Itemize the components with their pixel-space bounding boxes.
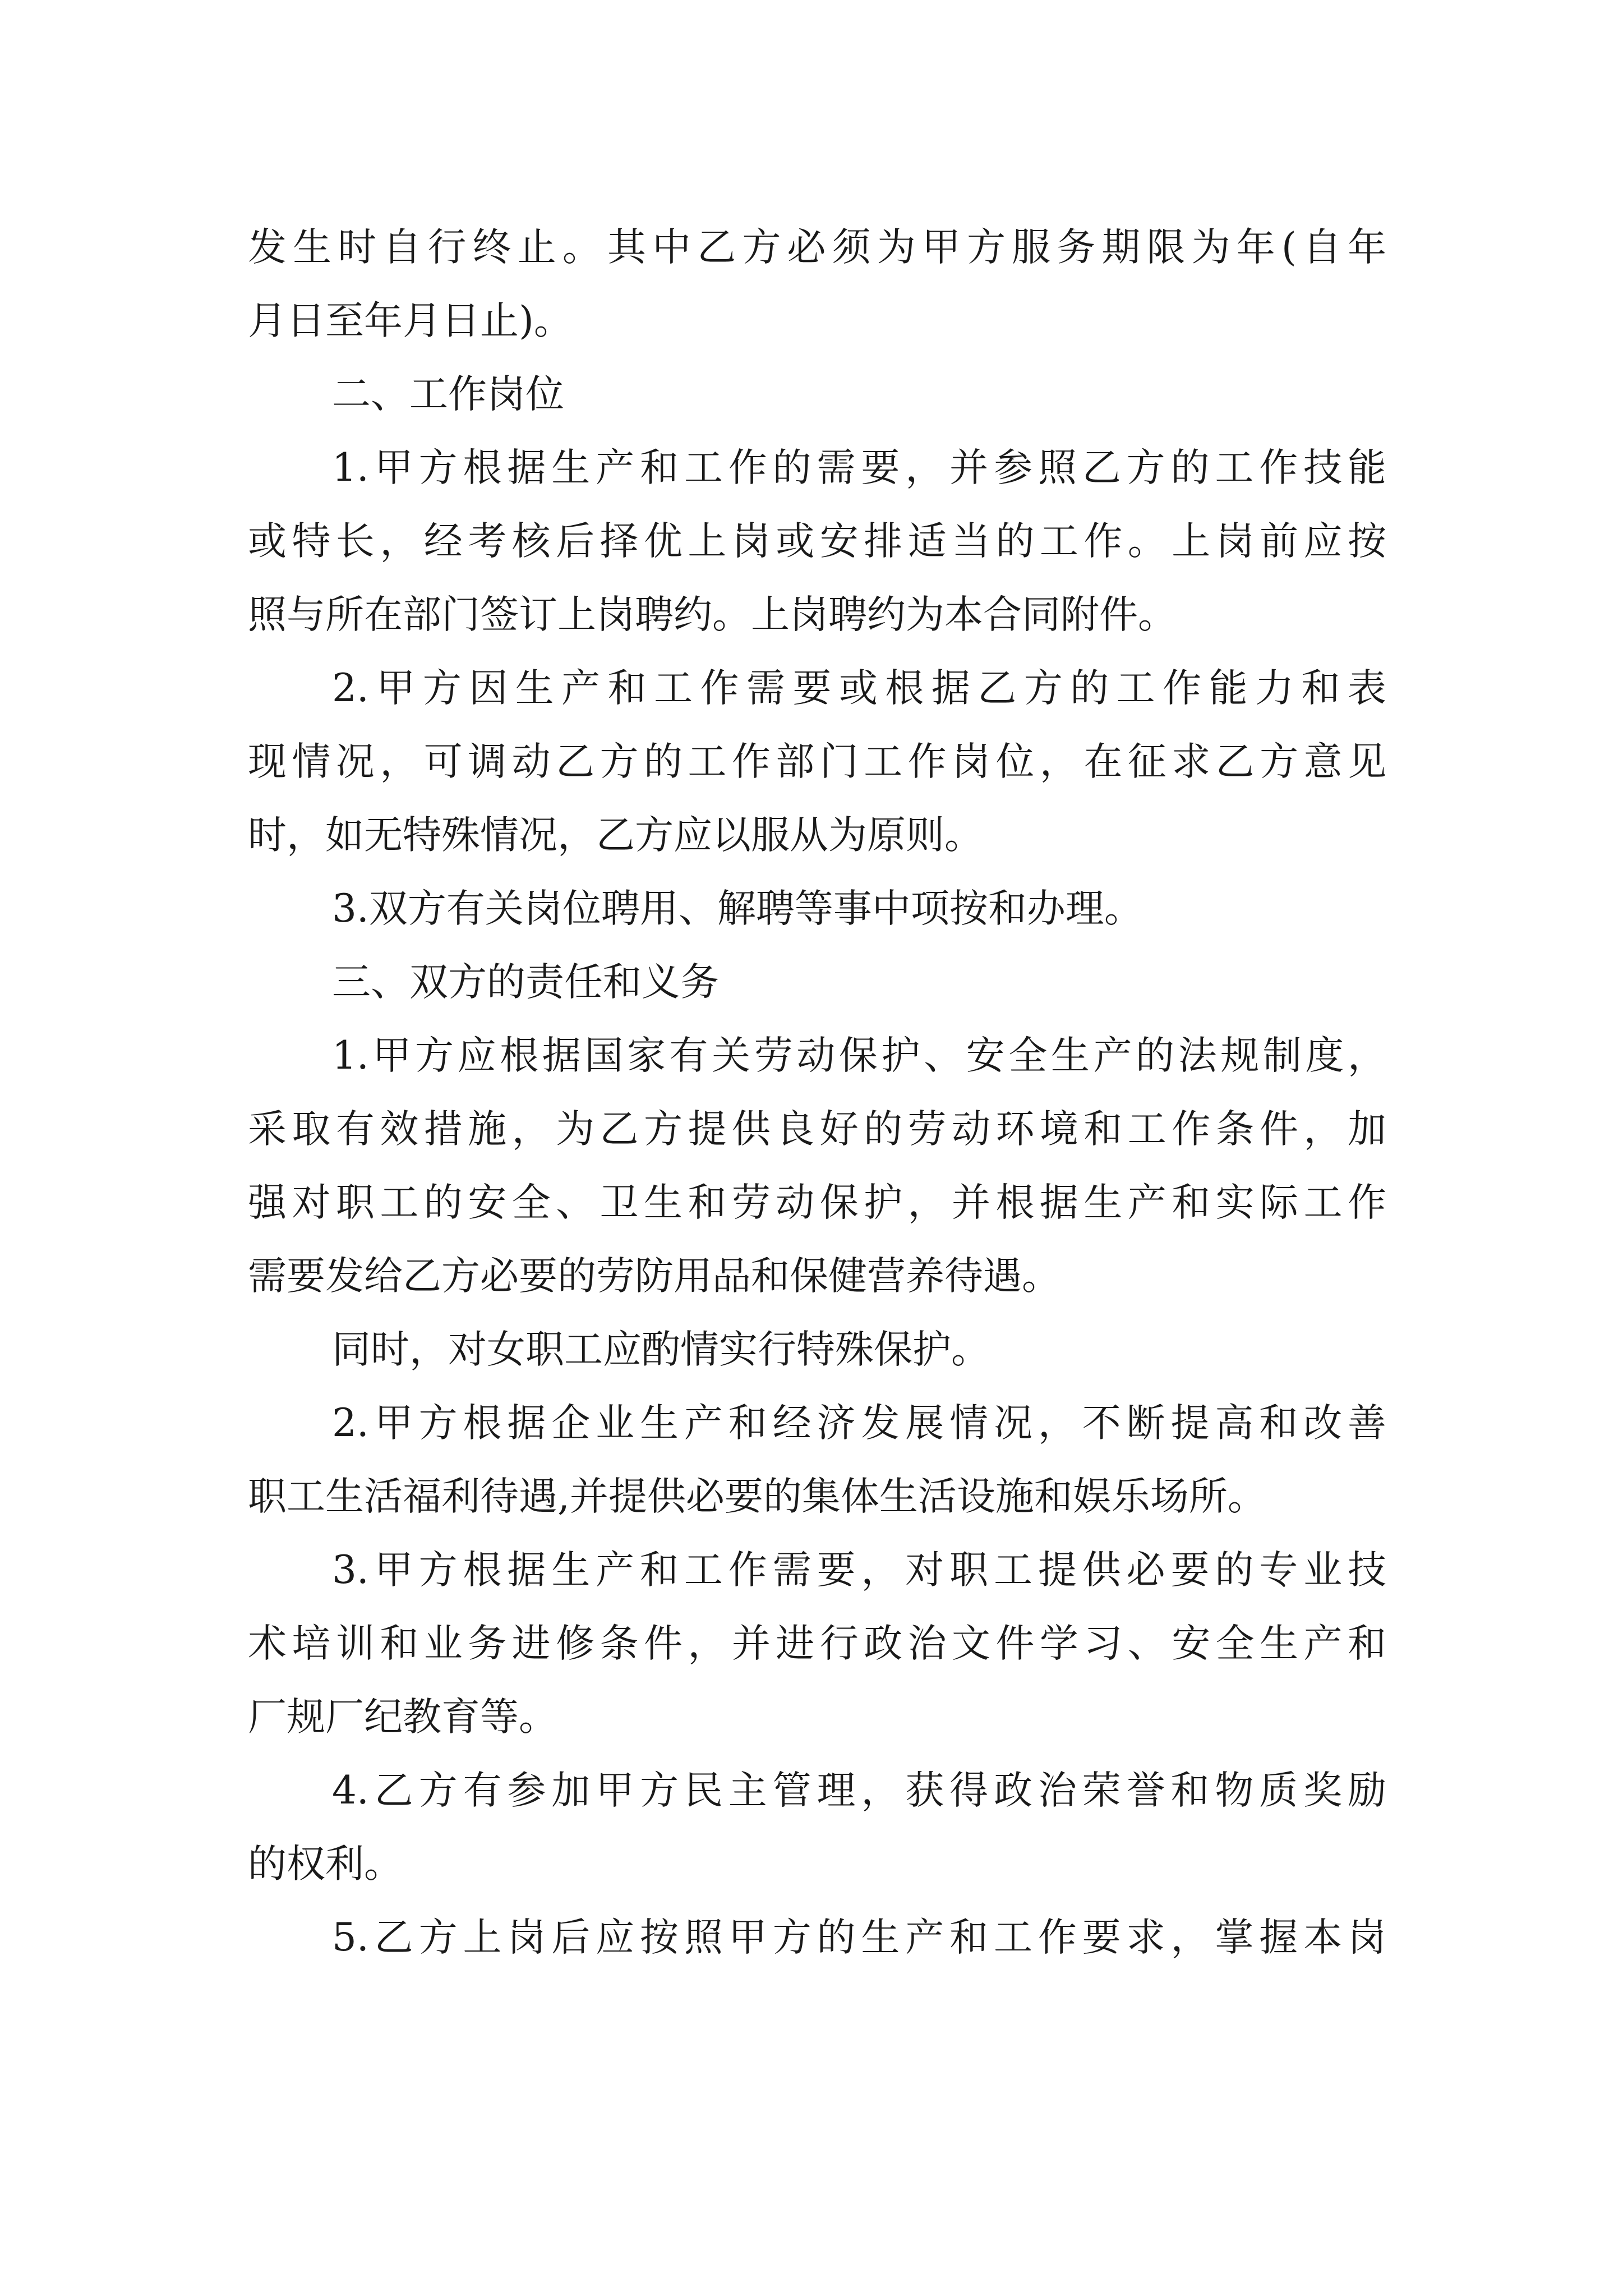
text-line: 2.甲方因生产和工作需要或根据乙方的工作能力和表: [332, 666, 1386, 711]
text-line: 4.乙方有参加甲方民主管理，获得政治荣誉和物质奖励: [332, 1768, 1386, 1813]
text-line: 发生时自行终止。其中乙方必须为甲方服务期限为年(自年: [248, 225, 1386, 270]
text-line: 时，如无特殊情况，乙方应以服从为原则。: [248, 813, 983, 858]
text-line: 术培训和业务进修条件，并进行政治文件学习、安全生产和: [248, 1621, 1386, 1666]
section-heading: 三、双方的责任和义务: [332, 960, 719, 1005]
text-line: 厂规厂纪教育等。: [248, 1695, 557, 1740]
text-line: 2.甲方根据企业生产和经济发展情况，不断提高和改善: [332, 1401, 1386, 1446]
text-line: 照与所在部门签订上岗聘约。上岗聘约为本合同附件。: [248, 592, 1177, 637]
text-line: 3.双方有关岗位聘用、解聘等事中项按和办理。: [332, 886, 1143, 931]
text-line: 现情况，可调动乙方的工作部门工作岗位，在征求乙方意见: [248, 739, 1386, 784]
text-line: 强对职工的安全、卫生和劳动保护，并根据生产和实际工作: [248, 1180, 1386, 1225]
text-line: 职工生活福利待遇,并提供必要的集体生活设施和娱乐场所。: [248, 1474, 1266, 1519]
text-line: 的权利。: [248, 1842, 403, 1887]
text-line: 3.甲方根据生产和工作需要，对职工提供必要的专业技: [332, 1548, 1386, 1593]
text-line: 同时，对女职工应酌情实行特殊保护。: [332, 1327, 990, 1372]
text-line: 月日至年月日止)。: [248, 298, 573, 343]
document-body: [248, 211, 1386, 1975]
text-line: 1.甲方应根据国家有关劳动保护、安全生产的法规制度，: [332, 1033, 1386, 1078]
text-line: 需要发给乙方必要的劳防用品和保健营养待遇。: [248, 1254, 1061, 1299]
text-line: 5.乙方上岗后应按照甲方的生产和工作要求，掌握本岗: [332, 1915, 1386, 1960]
text-line: 采取有效措施，为乙方提供良好的劳动环境和工作条件，加: [248, 1107, 1386, 1152]
section-heading: 二、工作岗位: [332, 372, 564, 417]
text-line: 1.甲方根据生产和工作的需要，并参照乙方的工作技能: [332, 445, 1386, 490]
text-line: 或特长，经考核后择优上岗或安排适当的工作。上岗前应按: [248, 519, 1386, 564]
